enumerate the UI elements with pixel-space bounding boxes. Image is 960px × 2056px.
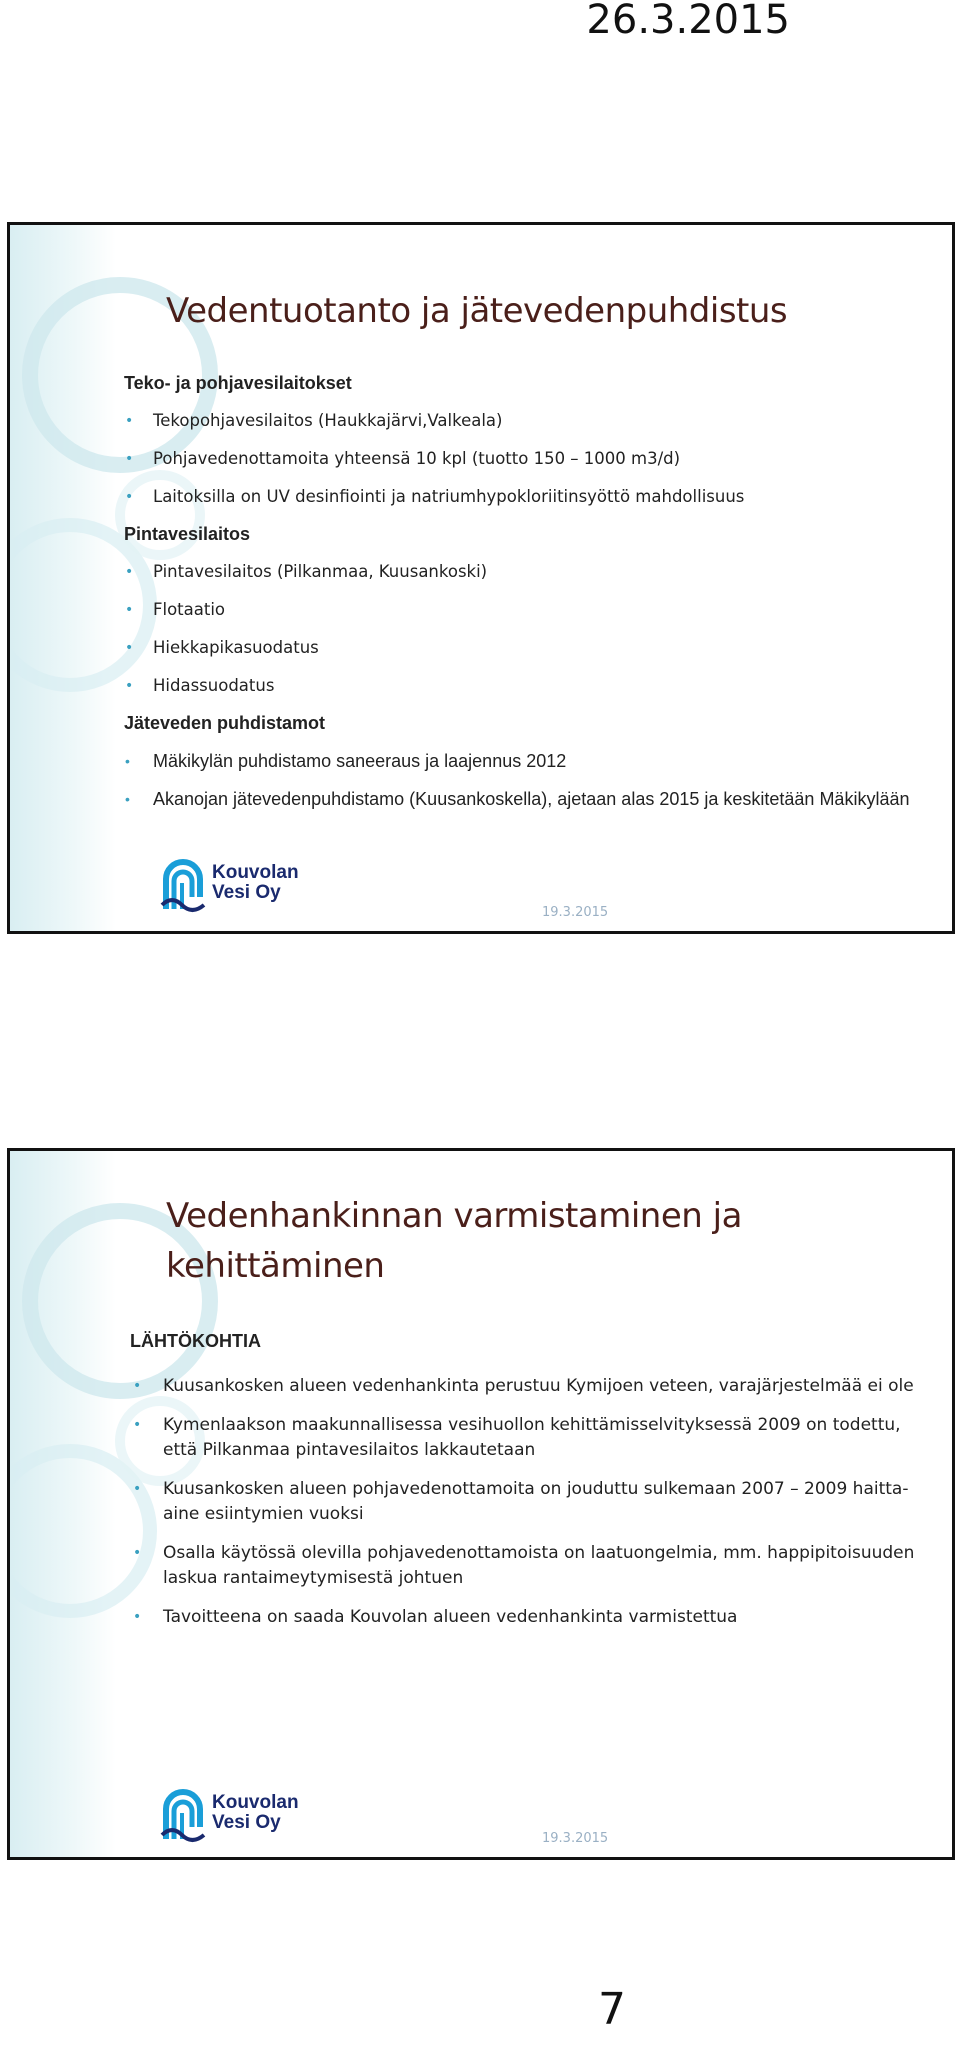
section-heading: Pintavesilaitos — [124, 524, 251, 544]
list-item: • Pintavesilaitos (Pilkanmaa, Kuusankoski) — [120, 561, 912, 583]
list-item: • Akanojan jätevedenpuhdistamo (Kuusankoskella), ajetaan alas 2015 ja keskitetään Mäkikylään — [120, 788, 912, 810]
page-number: 7 — [598, 1984, 626, 2035]
logo-line-2: Vesi Oy — [212, 882, 281, 903]
slide-content — [120, 1331, 915, 1646]
logo-text — [212, 863, 299, 903]
bullet-list — [120, 1374, 915, 1630]
list-item: • Hiekkapikasuodatus — [120, 637, 912, 659]
logo-line-2: Vesi Oy — [212, 1812, 281, 1833]
list-item: • Kuusankosken alueen vedenhankinta perustuu Kymijoen veteen, varajärjestelmää ei ole — [120, 1374, 923, 1399]
list-item: • Mäkikylän puhdistamo saneeraus ja laajennus 2012 — [120, 750, 912, 772]
slide-date: 19.3.2015 — [542, 905, 609, 920]
list-item: • Kuusankosken alueen pohjavedenottamoita on jouduttu sulkemaan 2007 – 2009 haitta-aine esiintymien vuoksi — [120, 1477, 923, 1527]
page-header-date: 26.3.2015 — [586, 0, 790, 43]
bullet-list — [120, 750, 912, 810]
bullet-list — [120, 410, 912, 508]
section-heading: Teko- ja pohjavesilaitokset — [124, 373, 352, 393]
section-heading: LÄHTÖKOHTIA — [130, 1331, 261, 1351]
slide-title: Vedenhankinnan varmistaminen ja kehittäminen — [166, 1196, 742, 1286]
water-drop-logo-icon — [160, 853, 206, 913]
list-item: • Hidassuodatus — [120, 675, 912, 697]
list-item: • Flotaatio — [120, 599, 912, 621]
logo-line-1: Kouvolan — [212, 1792, 299, 1813]
list-item: • Tekopohjavesilaitos (Haukkajärvi,Valkeala) — [120, 410, 912, 432]
company-logo — [160, 851, 310, 915]
list-item: • Tavoitteena on saada Kouvolan alueen vedenhankinta varmistettua — [120, 1605, 923, 1630]
section-heading: Jäteveden puhdistamot — [124, 713, 326, 733]
list-item: • Osalla käytössä olevilla pohjavedenottamoista on laatuongelmia, mm. happipitoisuuden laskua rantaimeytymisestä johtuen — [120, 1541, 923, 1591]
company-logo — [160, 1781, 310, 1845]
list-item: • Laitoksilla on UV desinfiointi ja natriumhypokloriitinsyöttö mahdollisuus — [120, 486, 912, 508]
slide-2 — [7, 1148, 955, 1860]
slide-title: Vedentuotanto ja jätevedenpuhdistus — [166, 291, 788, 331]
logo-text — [212, 1793, 299, 1833]
logo-line-1: Kouvolan — [212, 862, 299, 883]
slide-1 — [7, 222, 955, 934]
slide-date: 19.3.2015 — [542, 1831, 609, 1846]
list-item: • Pohjavedenottamoita yhteensä 10 kpl (tuotto 150 – 1000 m3/d) — [120, 448, 912, 470]
slide-content — [120, 373, 912, 826]
list-item: • Kymenlaakson maakunnallisessa vesihuollon kehittämisselvityksessä 2009 on todettu, että Pilkanmaa pintavesilaitos lakkautetaan — [120, 1413, 923, 1463]
bullet-list — [120, 561, 912, 697]
water-drop-logo-icon — [160, 1783, 206, 1843]
